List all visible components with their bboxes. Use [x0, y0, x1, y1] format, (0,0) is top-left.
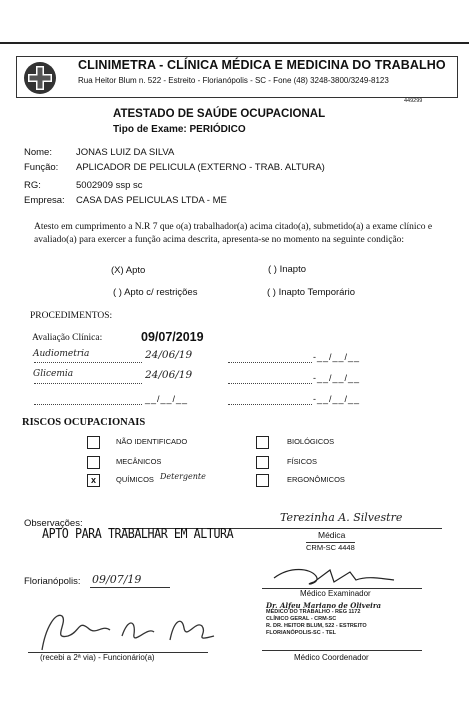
doctor-title: Médica	[318, 530, 346, 540]
risk-label: QUÍMICOS	[116, 475, 154, 484]
attest-paragraph: Atesto em cumprimento a N.R 7 que o(a) trabalhador(a) acima citado(a), submetido(a) a exame clínico e avaliado(a) para exercer a função acima descrita, apresenta-se no momento na seguinte condição:	[34, 222, 433, 245]
stamp-line: R. DR. HEITOR BLUM, 522 - ESTREITO	[266, 623, 367, 629]
procedure-dotline-right	[228, 362, 312, 363]
document-number: 449299	[404, 98, 423, 104]
condition-apto: (X) Apto	[111, 265, 146, 276]
observations-text: APTO PARA TRABALHAR EM ALTURA	[42, 527, 234, 542]
coordinator-line	[262, 650, 422, 651]
procedure-dotline	[34, 404, 142, 405]
risk-label: BIOLÓGICOS	[287, 437, 335, 446]
procedure-dotline-right	[228, 383, 312, 384]
procedure-name: Glicemia	[33, 369, 74, 379]
employee-signature-icon	[32, 606, 222, 656]
date-line	[90, 587, 170, 588]
risk-checkbox	[256, 456, 269, 469]
procedure-date: 24/06/19	[145, 369, 193, 381]
stamp-line: Dr. Alfeu Mariano de Oliveira	[266, 601, 382, 610]
top-rule	[0, 42, 469, 44]
risk-checkbox	[256, 474, 269, 487]
procedure-dotline-right	[228, 404, 312, 405]
procedure-date: __/__/__	[145, 394, 189, 404]
procedures-label: PROCEDIMENTOS:	[30, 311, 113, 321]
risk-checkbox: x	[87, 474, 100, 487]
doctor-crm: CRM-SC 4448	[306, 543, 355, 552]
clinical-evaluation-label: Avaliação Clínica:	[32, 333, 103, 343]
stamp-line: CLÍNICO GERAL - CRM-SC	[266, 616, 337, 622]
risk-checkbox	[87, 456, 100, 469]
employee-name: JONAS LUIZ DA SILVA	[76, 147, 175, 158]
employee-rg: 5002909 ssp sc	[76, 180, 143, 191]
procedure-date-right: -__/__/__	[313, 394, 361, 404]
procedure-date: 24/06/19	[145, 349, 193, 361]
coordinator-stamp	[266, 602, 381, 637]
procedure-dotline	[34, 383, 142, 384]
condition-inapto: ( ) Inapto	[268, 264, 307, 275]
footer-date: 09/07/19	[92, 573, 142, 586]
procedure-date-right: -__/__/__	[313, 352, 361, 362]
risk-label: MECÂNICOS	[116, 457, 162, 466]
city-label: Florianópolis:	[24, 576, 81, 587]
procedure-dotline	[34, 362, 142, 363]
condition-apto-restricoes: ( ) Apto c/ restrições	[113, 287, 198, 298]
procedure-date-right: -__/__/__	[313, 373, 361, 383]
doctor-signature-name: Terezinha A. Silvestre	[280, 511, 403, 524]
observations-label: Observações:	[24, 518, 83, 529]
coordinator-label: Médico Coordenador	[294, 653, 369, 662]
condition-inapto-temporario: ( ) Inapto Temporário	[267, 287, 356, 298]
employee-sig-label: (recebi a 2ª via) - Funcionário(a)	[40, 653, 155, 662]
risk-note: Detergente	[160, 472, 206, 481]
employee-function: APLICADOR DE PELICULA (EXTERNO - TRAB. ALTURA)	[76, 162, 325, 173]
risk-checkbox	[87, 436, 100, 449]
clinical-evaluation-date: 09/07/2019	[141, 330, 204, 344]
examiner-signature-icon	[270, 562, 400, 590]
exam-type: Tipo de Exame: PERIÓDICO	[113, 124, 246, 135]
risk-label: ERGONÔMICOS	[287, 475, 345, 484]
examiner-label: Médico Examinador	[300, 589, 371, 598]
employee-company: CASA DAS PELICULAS LTDA - ME	[76, 195, 227, 206]
document-title: ATESTADO DE SAÚDE OCUPACIONAL	[113, 108, 326, 120]
name-label: Nome:	[24, 147, 52, 158]
stamp-line: MÉDICO DO TRABALHO - REG 1172	[266, 609, 361, 615]
medical-cross-logo-icon	[22, 60, 58, 96]
company-label: Empresa:	[24, 195, 65, 206]
stamp-line: FLORIANÓPOLIS-SC - TEL	[266, 630, 336, 636]
risks-title: RISCOS OCUPACIONAIS	[22, 417, 146, 428]
procedure-name: Audiometria	[33, 349, 90, 359]
clinic-address: Rua Heitor Blum n. 522 - Estreito - Florianópolis - SC - Fone (48) 3248-3800/3249-8123	[78, 76, 389, 85]
function-label: Função:	[24, 162, 59, 173]
risk-checkbox	[256, 436, 269, 449]
rg-label: RG:	[24, 180, 41, 191]
clinic-name: CLINIMETRA - CLÍNICA MÉDICA E MEDICINA DO TRABALHO	[78, 58, 446, 72]
risk-label: NÃO IDENTIFICADO	[116, 437, 188, 446]
risk-label: FÍSICOS	[287, 457, 318, 466]
